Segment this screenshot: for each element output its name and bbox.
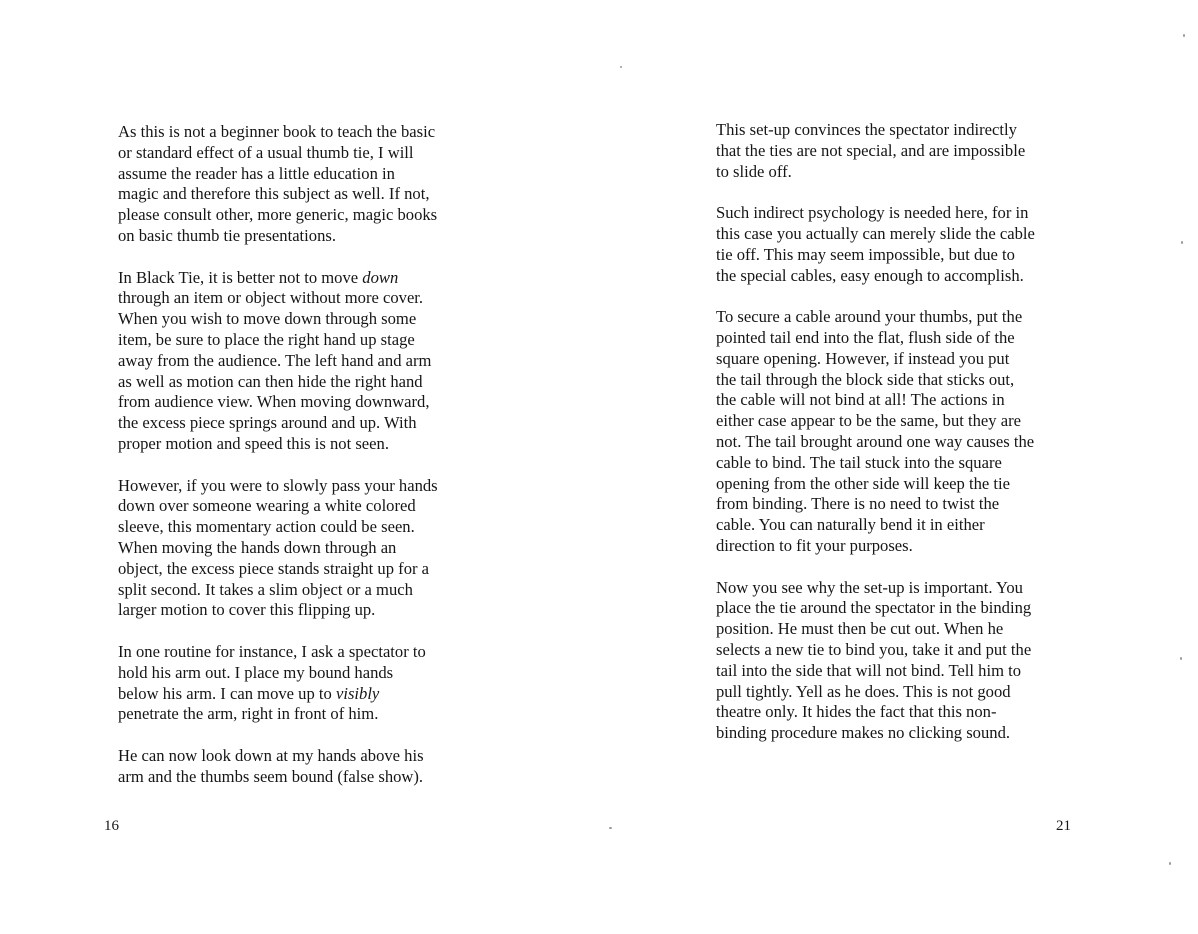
text-line: When moving the hands down through an (118, 537, 397, 557)
paragraph (716, 307, 1076, 557)
text-line: selects a new tie to bind you, take it and put the (716, 639, 1032, 659)
paragraph (118, 476, 478, 622)
text-line: please consult other, more generic, magic books (118, 205, 438, 225)
text-line: square opening. However, if instead you put (716, 348, 1010, 368)
text-line: or standard effect of a usual thumb tie, I will (118, 142, 414, 162)
text-line: Such indirect psychology is needed here, for in (716, 203, 1029, 223)
text-line: As this is not a beginner book to teach the basic (118, 122, 436, 141)
text-line: the special cables, easy enough to accomplish. (716, 265, 1024, 285)
text-line: larger motion to cover this flipping up. (118, 600, 376, 620)
text-line: place the tie around the spectator in the binding (716, 598, 1032, 618)
text-line: binding procedure makes no clicking sound. (716, 723, 1011, 743)
text-line: sleeve, this momentary action could be seen. (118, 517, 415, 537)
scan-speck (1169, 862, 1171, 865)
paragraph (118, 268, 478, 455)
text-line: on basic thumb tie presentations. (118, 225, 336, 245)
text-line: When you wish to move down through some (118, 309, 417, 329)
paragraph (118, 642, 478, 725)
text-line: split second. It takes a slim object or a much (118, 579, 413, 599)
text-line: the tail through the block side that sticks out, (716, 369, 1015, 389)
text-line: proper motion and speed this is not seen. (118, 433, 389, 453)
text-line: theatre only. It hides the fact that this non- (716, 702, 997, 722)
scan-speck (609, 827, 612, 829)
text-line: to slide off. (716, 161, 792, 181)
paragraph (716, 120, 1076, 182)
text-line: In one routine for instance, I ask a spectator to (118, 641, 426, 661)
left-page-text (118, 122, 478, 808)
text-line: magic and therefore this subject as well. If not, (118, 184, 430, 204)
scan-speck (1180, 657, 1182, 660)
text-line: pointed tail end into the flat, flush side of the (716, 327, 1015, 347)
text-line: from audience view. When moving downward, (118, 392, 430, 412)
emphasis: visibly (335, 683, 380, 703)
text-line (118, 268, 478, 289)
text-line: the excess piece springs around and up. With (118, 413, 417, 433)
text-line: position. He must then be cut out. When he (716, 619, 1004, 639)
text-line: through an item or object without more cover. (118, 288, 424, 308)
page-number-right: 21 (1056, 818, 1071, 834)
text-line: the cable will not bind at all! The actions in (716, 390, 1005, 410)
text-line: tail into the side that will not bind. Tell him to (716, 660, 1022, 680)
right-page-text (716, 120, 1076, 765)
text-line: He can now look down at my hands above his (118, 745, 424, 765)
text-line: cable. You can naturally bend it in either (716, 515, 985, 535)
paragraph (118, 746, 478, 788)
scan-speck (1183, 34, 1185, 37)
text-line: down over someone wearing a white colored (118, 496, 416, 516)
text-line: away from the audience. The left hand and arm (118, 350, 432, 370)
scan-speck (620, 66, 622, 68)
text-line: hold his arm out. I place my bound hands (118, 662, 394, 682)
text-line: This set-up convinces the spectator indirectly (716, 120, 1017, 139)
text-line: either case appear to be the same, but they are (716, 411, 1021, 431)
text-line: tie off. This may seem impossible, but due to (716, 244, 1015, 264)
text-run: In Black Tie, it is better not to move (118, 267, 363, 287)
paragraph (716, 578, 1076, 744)
paragraph (118, 122, 478, 247)
right-page (599, 0, 1198, 934)
text-line: direction to fit your purposes. (716, 535, 913, 555)
text-line: opening from the other side will keep the tie (716, 473, 1010, 493)
text-line: not. The tail brought around one way causes the (716, 431, 1035, 451)
text-line: penetrate the arm, right in front of him. (118, 704, 379, 724)
text-line: pull tightly. Yell as he does. This is not good (716, 681, 1011, 701)
emphasis: down (362, 267, 399, 287)
text-line: this case you actually can merely slide the cable (716, 223, 1035, 243)
page-number-left: 16 (104, 818, 119, 834)
paragraph (716, 203, 1076, 286)
text-line: from binding. There is no need to twist the (716, 494, 1000, 514)
text-line: assume the reader has a little education in (118, 163, 395, 183)
text-line: that the ties are not special, and are impossible (716, 140, 1026, 160)
text-line: cable to bind. The tail stuck into the square (716, 452, 1002, 472)
text-run: below his arm. I can move up to (118, 683, 336, 703)
text-line (118, 684, 478, 705)
text-line: as well as motion can then hide the right hand (118, 371, 423, 391)
text-line: item, be sure to place the right hand up stage (118, 329, 415, 349)
text-line: However, if you were to slowly pass your hands (118, 475, 438, 495)
text-line: object, the excess piece stands straight up for a (118, 558, 430, 578)
text-line: Now you see why the set-up is important. You (716, 577, 1023, 597)
text-line: To secure a cable around your thumbs, put the (716, 307, 1023, 327)
text-line: arm and the thumbs seem bound (false show). (118, 766, 424, 786)
scan-speck (1181, 241, 1183, 244)
